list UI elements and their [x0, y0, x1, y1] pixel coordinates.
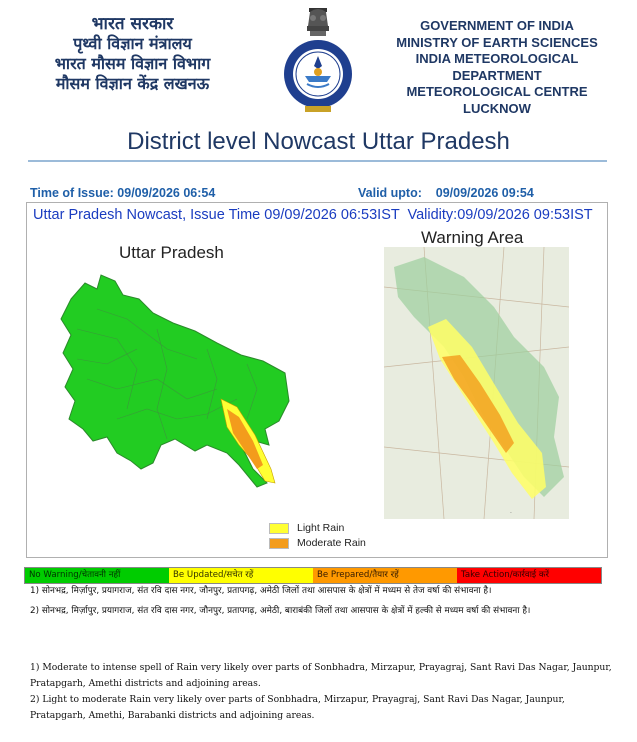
- hindi-line: भारत मौसम विज्ञान विभाग: [54, 54, 211, 73]
- english-line: MINISTRY OF EARTH SCIENCES: [396, 34, 598, 50]
- hindi-header: [30, 14, 235, 94]
- warning-take-action: Take Action/कार्रवाई करें: [457, 568, 601, 583]
- valid-upto: Valid upto: 09/09/2026 09:54: [358, 186, 534, 200]
- legend-item-light-rain: [269, 522, 344, 534]
- legend-label: Light Rain: [297, 522, 345, 534]
- time-of-issue: Time of Issue: 09/09/2026 06:54: [30, 186, 216, 200]
- page-title: District level Nowcast Uttar Pradesh: [127, 128, 510, 155]
- hindi-forecast-2: 2) सोनभद्र, मिर्ज़ापुर, प्रयागराज, संत रवि दास नगर, जौनपुर, प्रतापगढ़, अमेठी, बाराबंकी जिलों तथा आसपास के क्षेत्रों में हल्की से मध्यम वर्षा की संभावना है।: [30, 606, 531, 616]
- english-forecast-2: 2) Light to moderate Rain very likely over parts of Sonbhadra, Mirzapur, Prayagraj, Sant Ravi Das Nagar, Jaunpur, Pratapgarh, Amethi, Barabanki districts and adjoining areas.: [30, 694, 565, 721]
- light-rain-swatch: [269, 523, 289, 534]
- english-line: METEOROLOGICAL CENTRE LUCKNOW: [406, 84, 588, 116]
- nowcast-banner: Uttar Pradesh Nowcast, Issue Time 09/09/2026 06:53IST Validity:09/09/2026 09:53IST: [33, 207, 593, 223]
- english-line: GOVERNMENT OF INDIA: [420, 18, 574, 33]
- english-forecast-1: 1) Moderate to intense spell of Rain very likely over parts of Sonbhadra, Mirzapur, Prayagraj, Sant Ravi Das Nagar, Jaunpur, Pratapgarh, Amethi districts and adjoining areas.: [30, 662, 612, 689]
- moderate-rain-swatch: [269, 538, 289, 549]
- imd-emblem-icon: [277, 6, 359, 116]
- warning-area-title: Warning Area: [421, 228, 524, 247]
- hindi-forecast-1: 1) सोनभद्र, मिर्ज़ापुर, प्रयागराज, संत रवि दास नगर, जौनपुर, प्रतापगढ़, अमेठी जिलों तथा आसपास के क्षेत्रों में मध्यम से तेज वर्षा की संभावना है।: [30, 586, 492, 596]
- warning-be-prepared: Be Prepared/तैयार रहें: [313, 568, 457, 583]
- state-map-title: Uttar Pradesh: [119, 243, 224, 262]
- warning-scale-bar: [24, 567, 602, 584]
- svg-text:.: .: [510, 508, 512, 515]
- english-line: INDIA METEOROLOGICAL DEPARTMENT: [415, 51, 579, 83]
- hindi-line: भारत सरकार: [91, 14, 174, 34]
- warning-area-map: [384, 247, 569, 519]
- hindi-line: पृथ्वी विज्ञान मंत्रालय: [73, 34, 192, 53]
- nowcast-map-panel: [26, 202, 608, 558]
- legend-item-moderate-rain: [269, 537, 366, 549]
- legend-label: Moderate Rain: [297, 537, 366, 549]
- warning-no-warning: No Warning/चेतावनी नहीं: [25, 568, 169, 583]
- title-divider: [28, 160, 607, 162]
- english-header: [372, 18, 622, 117]
- uttar-pradesh-map: [57, 269, 292, 499]
- warning-be-updated: Be Updated/सचेत रहें: [169, 568, 313, 583]
- hindi-line: मौसम विज्ञान केंद्र लखनऊ: [55, 74, 210, 93]
